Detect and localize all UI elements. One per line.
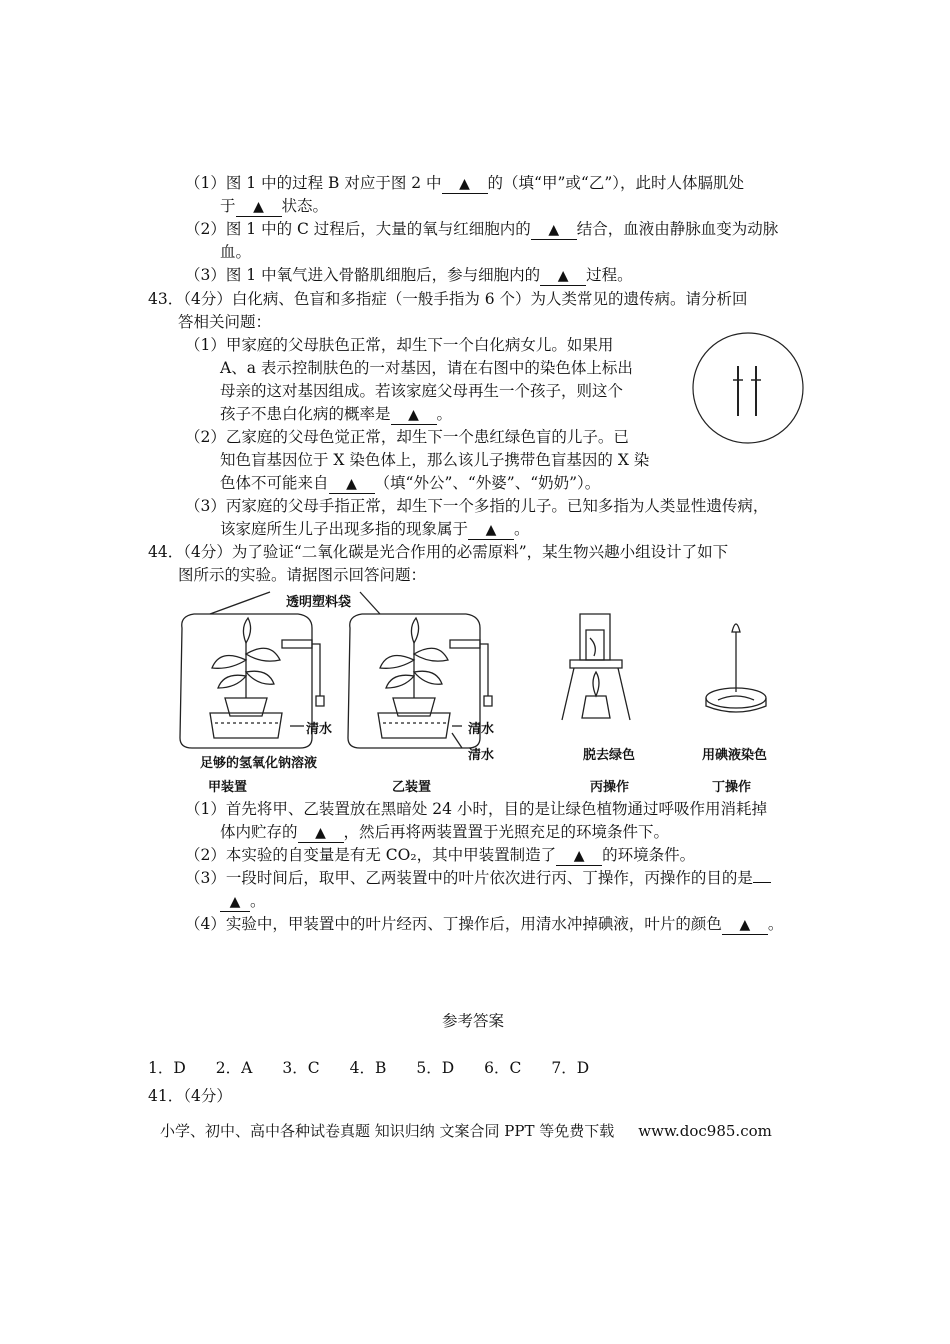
q43-sub2-line2: 知色盲基因位于 X 染色体上，那么该儿子携带色盲基因的 X 染 [220, 451, 650, 469]
answer-blank[interactable]: ▲ [722, 915, 768, 935]
tripod-legs [562, 668, 630, 720]
label-operation-bing: 丙操作 [590, 780, 630, 795]
footer [160, 1120, 772, 1141]
valve-jia [282, 640, 312, 648]
answer-item: 1．D [148, 1059, 186, 1077]
answer-blank[interactable]: ▲ [220, 892, 250, 912]
dish-jia [210, 713, 282, 738]
q43-heading-cont: 答相关问题： [178, 313, 272, 331]
q42-sub1-line2: 于 ▲ 状态。 [220, 197, 329, 215]
answers-title: 参考答案 [442, 1012, 505, 1030]
answer-blank[interactable]: ▲ [236, 197, 282, 217]
answer-blank[interactable]: ▲ [391, 405, 437, 425]
answer-item: 3．C [282, 1059, 320, 1077]
dish-yi [378, 713, 450, 738]
answer-blank[interactable]: ▲ [329, 474, 375, 494]
answer-blank[interactable]: ▲ [531, 220, 577, 240]
answer-blank[interactable] [753, 882, 771, 883]
answer-item: 5．D [416, 1059, 455, 1077]
q44-sub3-line1: （3）一段时间后，取甲、乙两装置中的叶片依次进行丙、丁操作，丙操作的目的是 [185, 867, 771, 889]
label-water-yi-top: 清水 [468, 722, 495, 737]
label-operation-ding: 丁操作 [712, 780, 752, 795]
label-decolorize: 脱去绿色 [583, 748, 636, 763]
q43-sub1-line4: 孩子不患白化病的概率是 ▲ 。 [220, 405, 453, 423]
leaf-jia-2 [246, 648, 280, 661]
label-apparatus-yi: 乙装置 [392, 780, 432, 795]
q42-sub2-line1: （2）图 1 中的 C 过程后，大量的氧与红细胞内的 ▲ 结合，血液由静脉血变为动脉 [185, 220, 779, 238]
q43-sub1-line3: 母亲的这对基因组成。若该家庭父母再生一个孩子，则这个 [220, 382, 624, 400]
q43-sub1-line1: （1）甲家庭的父母肤色正常，却生下一个白化病女儿。如果用 [185, 336, 614, 354]
answers-list [148, 1057, 619, 1079]
footer-link[interactable]: www.doc985.com [638, 1122, 772, 1140]
q42-sub3: （3）图 1 中氧气进入骨骼肌细胞后，参与细胞内的 ▲ 过程。 [185, 266, 633, 284]
valve-yi [450, 640, 480, 648]
label-iodine-stain: 用碘液染色 [702, 748, 768, 763]
label-apparatus-jia: 甲装置 [208, 780, 248, 795]
answer-blank[interactable]: ▲ [556, 846, 602, 866]
answer-blank[interactable]: ▲ [442, 174, 488, 194]
q43-sub1-line2: A、a 表示控制肤色的一对基因，请在右图中的染色体上标出 [220, 359, 633, 377]
answers-q41: 41．（4分） [148, 1087, 232, 1105]
label-water-yi: 清水 [468, 748, 495, 763]
label-water-jia: 清水 [306, 722, 333, 737]
answer-blank[interactable]: ▲ [540, 266, 586, 286]
label-naoh-solution: 足够的氢氧化钠溶液 [200, 756, 318, 771]
q43-heading: 43．（4分）白化病、色盲和多指症（一般手指为 6 个）为人类常见的遗传病。请分析回 [148, 290, 748, 308]
dropper-bulb [732, 624, 740, 632]
answer-blank[interactable]: ▲ [298, 823, 344, 843]
q44-sub1-line1: （1）首先将甲、乙装置放在黑暗处 24 小时，目的是让绿色植物通过呼吸作用消耗掉 [185, 800, 767, 818]
q43-sub3-line2: 该家庭所生儿子出现多指的现象属于 ▲ 。 [220, 520, 530, 538]
chromosome-figure[interactable] [690, 330, 810, 450]
q44-sub3-line2: ▲ 。 [220, 890, 266, 912]
answer-blank[interactable]: ▲ [468, 520, 514, 540]
footer-text: 小学、初中、高中各种试卷真题 知识归纳 文案合同 PPT 等免费下载 [160, 1122, 615, 1140]
q42-sub2-line2: 血。 [220, 243, 252, 261]
q43-sub2-line1: （2）乙家庭的父母色觉正常，却生下一个患红绿色盲的儿子。已 [185, 428, 629, 446]
alcohol-lamp [582, 696, 610, 718]
leaf-jia-1 [212, 656, 246, 669]
q43-sub3-line1: （3）丙家庭的父母手指正常，却生下一个多指的儿子。已知多指为人类显性遗传病， [185, 497, 769, 515]
q44-sub1-line2: 体内贮存的 ▲ ，然后再将两装置置于光照充足的环境条件下。 [220, 823, 670, 841]
answer-item: 2．A [215, 1059, 253, 1077]
answer-item: 7．D [551, 1059, 590, 1077]
answer-item: 6．C [484, 1059, 522, 1077]
label-plastic-bag: 透明塑料袋 [286, 595, 352, 610]
tube-yi [480, 644, 488, 696]
q43-sub2-line3: 色体不可能来自 ▲ （填“外公”、“外婆”、“奶奶”）。 [220, 474, 601, 492]
q44-sub2: （2）本实验的自变量是有无 CO₂，其中甲装置制造了 ▲ 的环境条件。 [185, 846, 696, 864]
q44-sub4: （4）实验中，甲装置中的叶片经丙、丁操作后，用清水冲掉碘液，叶片的颜色 ▲ 。 [185, 915, 784, 933]
q44-heading-cont: 图所示的实验。请据图示回答问题： [178, 566, 427, 584]
flame [593, 672, 599, 696]
tripod-top [570, 660, 622, 668]
cell-circle [693, 333, 803, 443]
tube-jia [312, 644, 320, 696]
q44-heading: 44．（4分）为了验证“二氧化碳是光合作用的必需原料”，某生物兴趣小组设计了如下 [148, 543, 729, 561]
answer-item: 4．B [349, 1059, 387, 1077]
q42-sub1-line1: （1）图 1 中的过程 B 对应于图 2 中 ▲ 的（填“甲”或“乙”），此时人体膈肌处 [185, 174, 744, 192]
